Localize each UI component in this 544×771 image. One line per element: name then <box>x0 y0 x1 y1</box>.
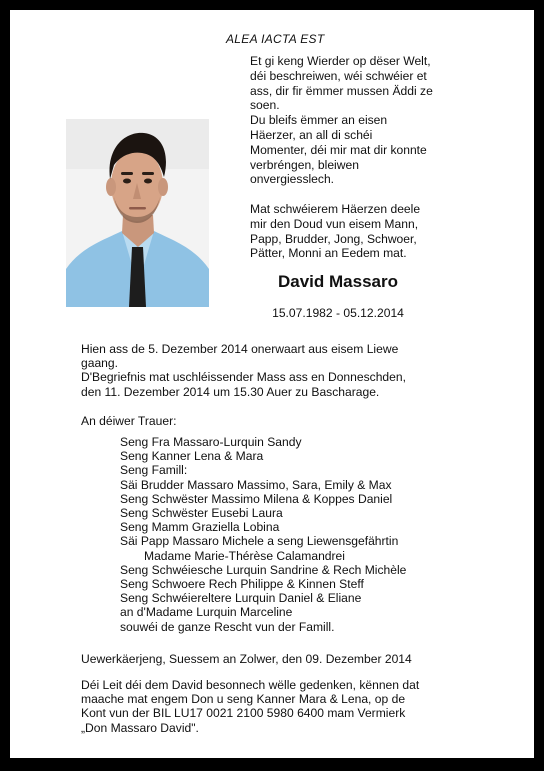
poem-line: Mat schwéierem Häerzen deele <box>250 201 421 216</box>
text-line: Kont vun der BIL LU17 0021 2100 5980 6400 mam Vermierk <box>81 706 406 721</box>
place-date: Uewerkäerjeng, Suessem an Zolwer, den 09. Dezember 2014 <box>81 652 412 666</box>
mourner-line: Seng Mamm Graziella Lobina <box>120 520 280 535</box>
mourner-line: souwéi de ganze Rescht vun der Famill. <box>120 619 335 634</box>
poem-line: Pätter, Monni an Eedem mat. <box>250 246 407 261</box>
text-line: Hien ass de 5. Dezember 2014 onerwaart aus eisem Liewe <box>81 342 399 356</box>
portrait-photo <box>66 119 209 307</box>
mourner-line: Säi Brudder Massaro Massimo, Sara, Emily & Max <box>120 477 392 492</box>
text-line: den 11. Dezember 2014 um 15.30 Auer zu Bascharage. <box>81 384 380 399</box>
poem-stanza-2 <box>250 202 490 261</box>
mourner-line: Seng Kanner Lena & Mara <box>120 449 264 464</box>
poem-line: ass, dir fir ëmmer mussen Äddi ze <box>250 83 433 98</box>
life-dates: 15.07.1982 - 05.12.2014 <box>272 306 404 320</box>
poem <box>250 54 490 276</box>
poem-line: mir den Doud vun eisem Mann, <box>250 216 419 231</box>
poem-line: Et gi keng Wierder op dëser Welt, <box>250 54 431 68</box>
mourner-line: Seng Schwéiesche Lurquin Sandrine & Rech Michèle <box>120 562 407 577</box>
poem-line: Häerzer, an all di schéi <box>250 127 373 142</box>
text-line: maache mat engem Don u seng Kanner Mara & Lena, op de <box>81 692 406 707</box>
mourning-heading: An déiwer Trauer: <box>81 414 177 428</box>
mourner-line: Seng Schwéiereltere Lurquin Daniel & Eliane <box>120 591 362 606</box>
poem-stanza-1 <box>250 54 490 187</box>
poem-line: Du bleifs ëmmer an eisen <box>250 113 388 128</box>
motto: ALEA IACTA EST <box>226 32 325 46</box>
mourner-line: Seng Schwëster Eusebi Laura <box>120 506 283 521</box>
mourners-list <box>120 435 406 634</box>
text-line: gaang. <box>81 356 118 371</box>
mourner-line: Seng Schwëster Massimo Milena & Koppes Daniel <box>120 491 393 506</box>
announcement <box>81 342 406 399</box>
text-line: Déi Leit déi dem David besonnech wëlle gedenken, kënnen dat <box>81 678 420 692</box>
mourner-line: an d'Madame Lurquin Marceline <box>120 605 293 620</box>
poem-line: verbréngen, bleiwen <box>250 157 359 172</box>
text-line: D'Begriefnis mat uschléissender Mass ass en Donneschden, <box>81 370 406 385</box>
portrait-illustration <box>66 119 209 307</box>
text-line: „Don Massaro David". <box>81 720 199 735</box>
poem-line: Papp, Brudder, Jong, Schwoer, <box>250 231 417 246</box>
mourner-line: Seng Famill: <box>120 463 188 478</box>
obituary-page <box>10 10 534 758</box>
deceased-name: David Massaro <box>278 272 398 291</box>
poem-line: déi beschreiwen, wéi schwéier et <box>250 68 427 83</box>
mourner-line: Seng Schwoere Rech Philippe & Kinnen Steff <box>120 577 364 592</box>
mourner-line: Madame Marie-Thérèse Calamandrei <box>144 548 345 563</box>
poem-line: onvergiesslech. <box>250 172 335 187</box>
poem-line: Momenter, déi mir mat dir konnte <box>250 142 427 157</box>
donation-note <box>81 678 419 735</box>
mourner-line: Seng Fra Massaro-Lurquin Sandy <box>120 435 302 449</box>
mourner-line: Säi Papp Massaro Michele a seng Liewensgefährtin <box>120 534 399 549</box>
poem-line: soen. <box>250 98 280 113</box>
